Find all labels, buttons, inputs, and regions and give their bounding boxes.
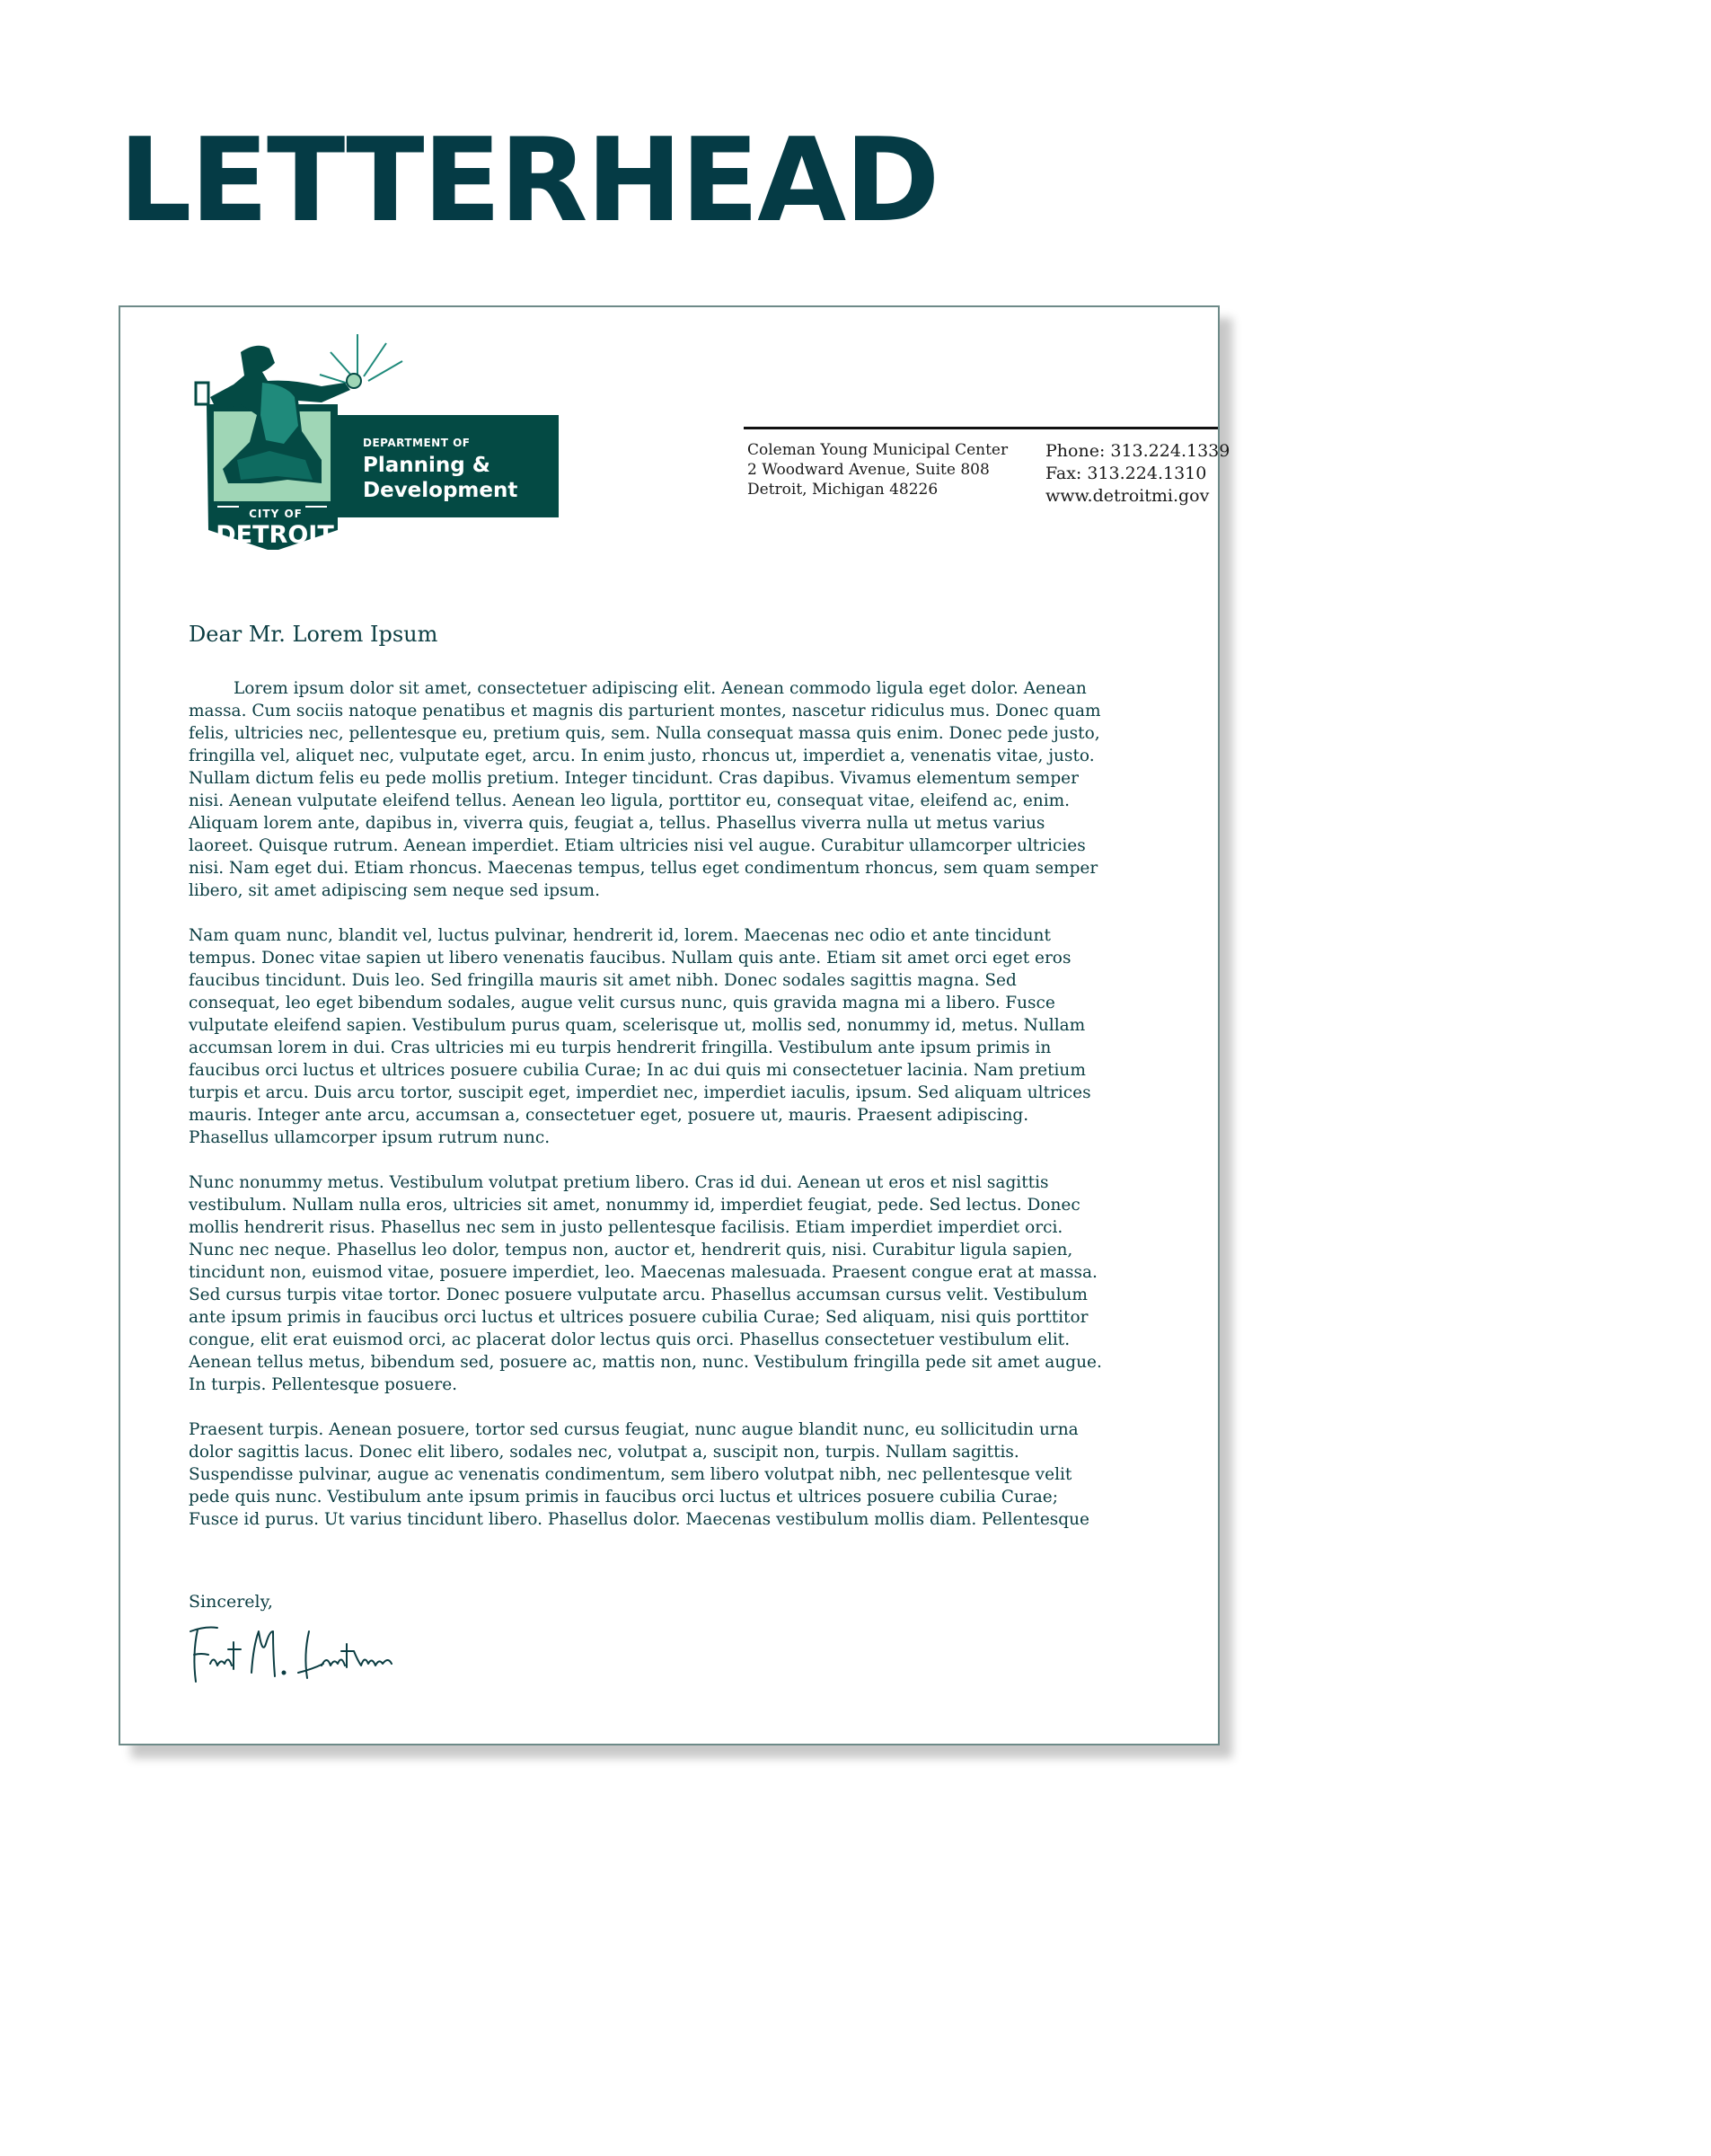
letter-closing: Sincerely,	[189, 1592, 273, 1612]
page-heading: LETTERHEAD	[119, 114, 939, 248]
letterhead-page	[119, 305, 1230, 1745]
department-logo	[187, 325, 564, 550]
logo-city-of: CITY OF	[249, 508, 303, 520]
contact-numbers	[1045, 440, 1230, 508]
logo-department-line2: Development	[363, 479, 518, 502]
logo-city-name: DETROIT	[216, 521, 334, 549]
logo-department-line1: Planning &	[363, 454, 490, 477]
letter-paragraph: Praesent turpis. Aenean posuere, tortor sed cursus feugiat, nunc augue blandit nunc, eu sollicitudin urna dolor sagittis lacus. Donec elit libero, sodales nec, volutpat a, suscipit non, turpis. Nullam sagittis. Suspendisse pulvinar, augue ac venenatis condimentum, sem libero volutpat nibh, nec pellentesque velit pede quis nunc. Vestibulum ante ipsum primis in faucibus orci luctus et ultrices posuere cubilia Curae; Fusce id purus. Ut varius tincidunt libero. Phasellus dolor. Maecenas vestibulum mollis diam. Pellentesque	[189, 1420, 1089, 1529]
logo-department-of: DEPARTMENT OF	[363, 437, 471, 449]
mailing-address	[747, 440, 1008, 499]
phone-number: Phone: 313.224.1339	[1045, 441, 1230, 461]
letter-greeting: Dear Mr. Lorem Ipsum	[189, 622, 438, 647]
website-link[interactable]: www.detroitmi.gov	[1045, 486, 1210, 506]
address-line-3: Detroit, Michigan 48226	[747, 481, 939, 499]
address-line-2: 2 Woodward Avenue, Suite 808	[747, 461, 990, 479]
letter-paragraph: Lorem ipsum dolor sit amet, consectetuer adipiscing elit. Aenean commodo ligula eget dolor. Aenean massa. Cum sociis natoque penatibus et magnis dis parturient montes, nascetur ridiculus mus. Donec quam felis, ultricies nec, pellentesque eu, pretium quis, sem. Nulla consequat massa quis enim. Donec pede justo, fringilla vel, aliquet nec, vulputate eget, arcu. In enim justo, rhoncus ut, imperdiet a, venenatis vitae, justo. Nullam dictum felis eu pede mollis pretium. Integer tincidunt. Cras dapibus. Vivamus elementum semper nisi. Aenean vulputate eleifend tellus. Aenean leo ligula, porttitor eu, consequat vitae, eleifend ac, enim. Aliquam lorem ante, dapibus in, viverra quis, feugiat a, tellus. Phasellus viverra nulla ut metus varius laoreet. Quisque rutrum. Aenean imperdiet. Etiam ultricies nisi vel augue. Curabitur ullamcorper ultricies nisi. Nam eget dui. Etiam rhoncus. Maecenas tempus, tellus eget condimentum rhoncus, sem quam semper libero, sit amet adipiscing sem neque sed ipsum.	[189, 679, 1101, 900]
letter-paragraph: Nam quam nunc, blandit vel, luctus pulvinar, hendrerit id, lorem. Maecenas nec odio et ante tincidunt tempus. Donec vitae sapien ut libero venenatis faucibus. Nullam quis ante. Etiam sit amet orci eget eros faucibus tincidunt. Duis leo. Sed fringilla mauris sit amet nibh. Donec sodales sagittis magna. Sed consequat, leo eget bibendum sodales, augue velit cursus nunc, quis gravida magna mi a libero. Fusce vulputate eleifend sapien. Vestibulum purus quam, scelerisque ut, mollis sed, nonummy id, metus. Nullam accumsan lorem in dui. Cras ultricies mi eu turpis hendrerit fringilla. Vestibulum ante ipsum primis in faucibus orci luctus et ultrices posuere cubilia Curae; In ac dui quis mi consectetuer lacinia. Nam pretium turpis et arcu. Duis arcu tortor, suscipit eget, imperdiet nec, imperdiet iaculis, ipsum. Sed aliquam ultrices mauris. Integer ante arcu, accumsan a, consectetuer eget, posuere ut, mauris. Praesent adipiscing. Phasellus ullamcorper ipsum rutrum nunc.	[189, 926, 1091, 1147]
handwritten-signature	[187, 1619, 402, 1691]
fax-number: Fax: 313.224.1310	[1045, 464, 1207, 483]
contact-divider	[744, 427, 1218, 429]
letter-paragraph: Nunc nonummy metus. Vestibulum volutpat pretium libero. Cras id dui. Aenean ut eros et nisl sagittis vestibulum. Nullam nulla eros, ultricies sit amet, nonummy id, imperdiet feugiat, pede. Sed lectus. Donec mollis hendrerit risus. Phasellus nec sem in justo pellentesque facilisis. Etiam imperdiet imperdiet orci. Nunc nec neque. Phasellus leo dolor, tempus non, auctor et, hendrerit quis, nisi. Curabitur ligula sapien, tincidunt non, euismod vitae, posuere imperdiet, leo. Maecenas malesuada. Praesent congue erat at massa. Sed cursus turpis vitae tortor. Donec posuere vulputate arcu. Phasellus accumsan cursus velit. Vestibulum ante ipsum primis in faucibus orci luctus et ultrices posuere cubilia Curae; Sed aliquam, nisi quis porttitor congue, elit erat euismod orci, ac placerat dolor lectus quis orci. Phasellus consectetuer vestibulum elit. Aenean tellus metus, bibendum sed, posuere ac, mattis non, nunc. Vestibulum fringilla pede sit amet augue. In turpis. Pellentesque posuere.	[189, 1173, 1102, 1394]
letter-body	[189, 677, 1108, 1553]
address-line-1: Coleman Young Municipal Center	[747, 441, 1009, 459]
